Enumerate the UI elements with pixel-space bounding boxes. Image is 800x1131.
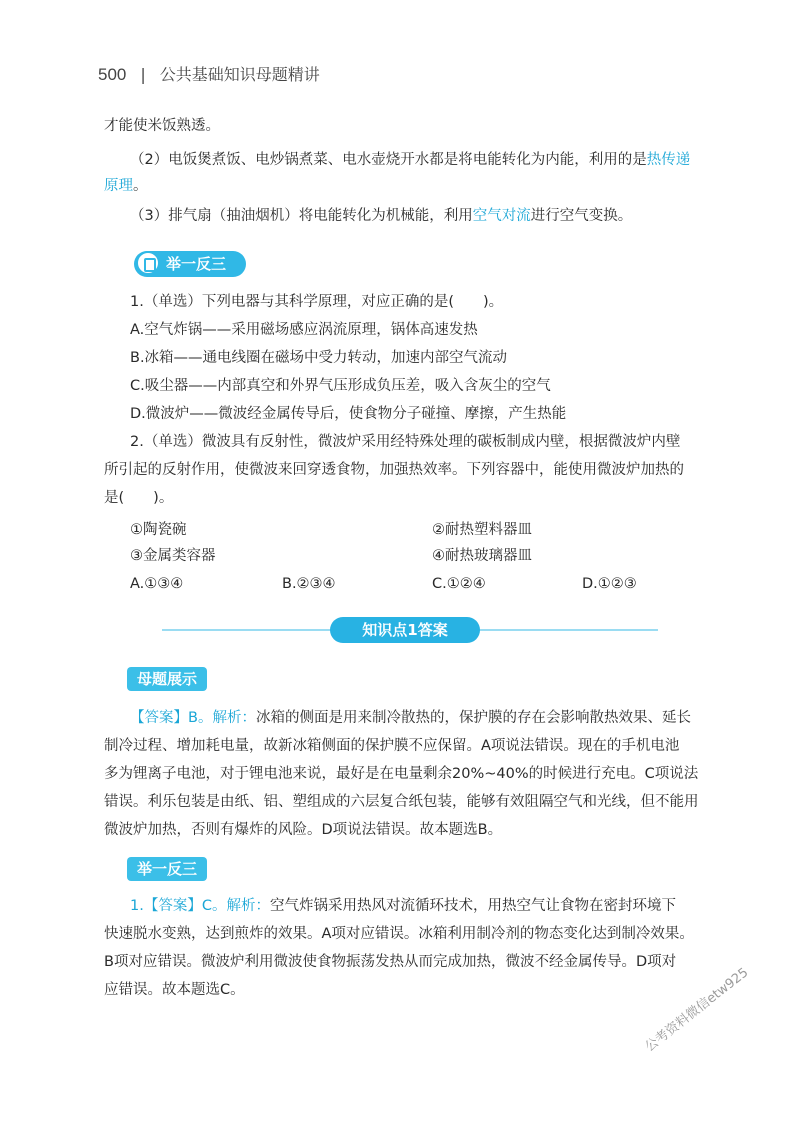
q2-stem-line1: 2.（单选）微波具有反射性，微波炉采用经特殊处理的碳板制成内壁，根据微波炉内壁 (130, 434, 681, 450)
practice-tag-label: 举一反三 (166, 255, 227, 273)
text-span: 。 (133, 178, 148, 194)
answer-line: 微波炉加热，否则有爆炸的风险。D项说法错误。故本题选B。 (104, 822, 503, 838)
q1-option-d: D.微波炉——微波经金属传导后，使食物分子碰撞、摩擦，产生热能 (130, 406, 567, 422)
highlight-term: 热传递 (646, 152, 691, 168)
text-span: 进行空气变换。 (530, 208, 633, 224)
answer2-line: B项对应错误。微波炉利用微波使食物振荡发热从而完成加热，微波不经金属传导。D项对 (104, 954, 677, 970)
highlight-term: 空气对流 (472, 208, 531, 224)
answer-line: 制冷过程、增加耗电量，故新冰箱侧面的保护膜不应保留。A项说法错误。现在的手机电池 (104, 738, 680, 754)
q1-option-a: A.空气炸锅——采用磁场感应涡流原理，锅体高速发热 (130, 322, 478, 338)
page-header (98, 62, 320, 85)
q2-stem-line3: 是( )。 (104, 490, 174, 506)
text-span: （3）排气扇（抽油烟机）将电能转化为机械能，利用 (130, 208, 473, 224)
q1-option-c: C.吸尘器——内部真空和外界气压形成负压差，吸入含灰尘的空气 (130, 378, 551, 394)
header-separator: | (140, 65, 146, 84)
answer-line: 多为锂离子电池，对于锂电池来说，最好是在电量剩余20%~40%的时候进行充电。C项说法 (104, 766, 699, 782)
answer-tag: 【答案】B。解析： (130, 710, 256, 726)
book-icon (136, 251, 160, 275)
text-line: 才能使米饭熟透。 (104, 118, 220, 134)
q2-item: ②耐热塑料器皿 (432, 522, 532, 538)
answer2-line: 应错误。故本题选C。 (104, 982, 245, 998)
paragraph-3 (130, 206, 632, 226)
q1-option-b: B.冰箱——通电线圈在磁场中受力转动，加速内部空气流动 (130, 350, 508, 366)
paragraph-2 (130, 150, 690, 170)
text-span: 冰箱的侧面是用来制冷散热的，保护膜的存在会影响散热效果、延长 (255, 710, 691, 726)
q2-item: ④耐热玻璃器皿 (432, 548, 532, 564)
highlight-term: 原理 (104, 178, 133, 194)
book-title: 公共基础知识母题精讲 (159, 65, 320, 84)
section-pill: 母题展示 (127, 667, 207, 691)
answer-line (130, 708, 691, 728)
text-span: 空气炸锅采用热风对流循环技术，用热空气让食物在密封环境下 (269, 898, 676, 914)
watermark: 公考资料微信etw925 (642, 965, 752, 1055)
answer-tag: 1.【答案】C。解析： (130, 898, 270, 914)
q2-option: B.②③④ (282, 576, 336, 592)
q2-option: A.①③④ (130, 576, 184, 592)
q2-stem-line2: 所引起的反射作用，使微波来回穿透食物，加强热效率。下列容器中，能使用微波炉加热的 (104, 462, 684, 478)
q2-option: C.①②④ (432, 576, 486, 592)
answer-line: 错误。利乐包装是由纸、铝、塑组成的六层复合纸包装，能够有效阻隔空气和光线，但不能用 (104, 794, 699, 810)
paragraph-2-cont (104, 176, 148, 196)
section-pill: 举一反三 (127, 857, 207, 881)
q2-option: D.①②③ (582, 576, 637, 592)
q1-stem: 1.（单选）下列电器与其科学原理，对应正确的是( )。 (130, 294, 504, 310)
text-span: （2）电饭煲煮饭、电炒锅煮菜、电水壶烧开水都是将电能转化为内能，利用的是 (130, 152, 647, 168)
answer2-line: 快速脱水变熟，达到煎炸的效果。A项对应错误。冰箱利用制冷剂的物态变化达到制冷效果。 (104, 926, 694, 942)
page-number: 500 (98, 65, 127, 84)
answer2-line (130, 896, 676, 916)
section-banner: 知识点1答案 (330, 617, 480, 643)
q2-item: ③金属类容器 (130, 548, 216, 564)
q2-item: ①陶瓷碗 (130, 522, 187, 538)
